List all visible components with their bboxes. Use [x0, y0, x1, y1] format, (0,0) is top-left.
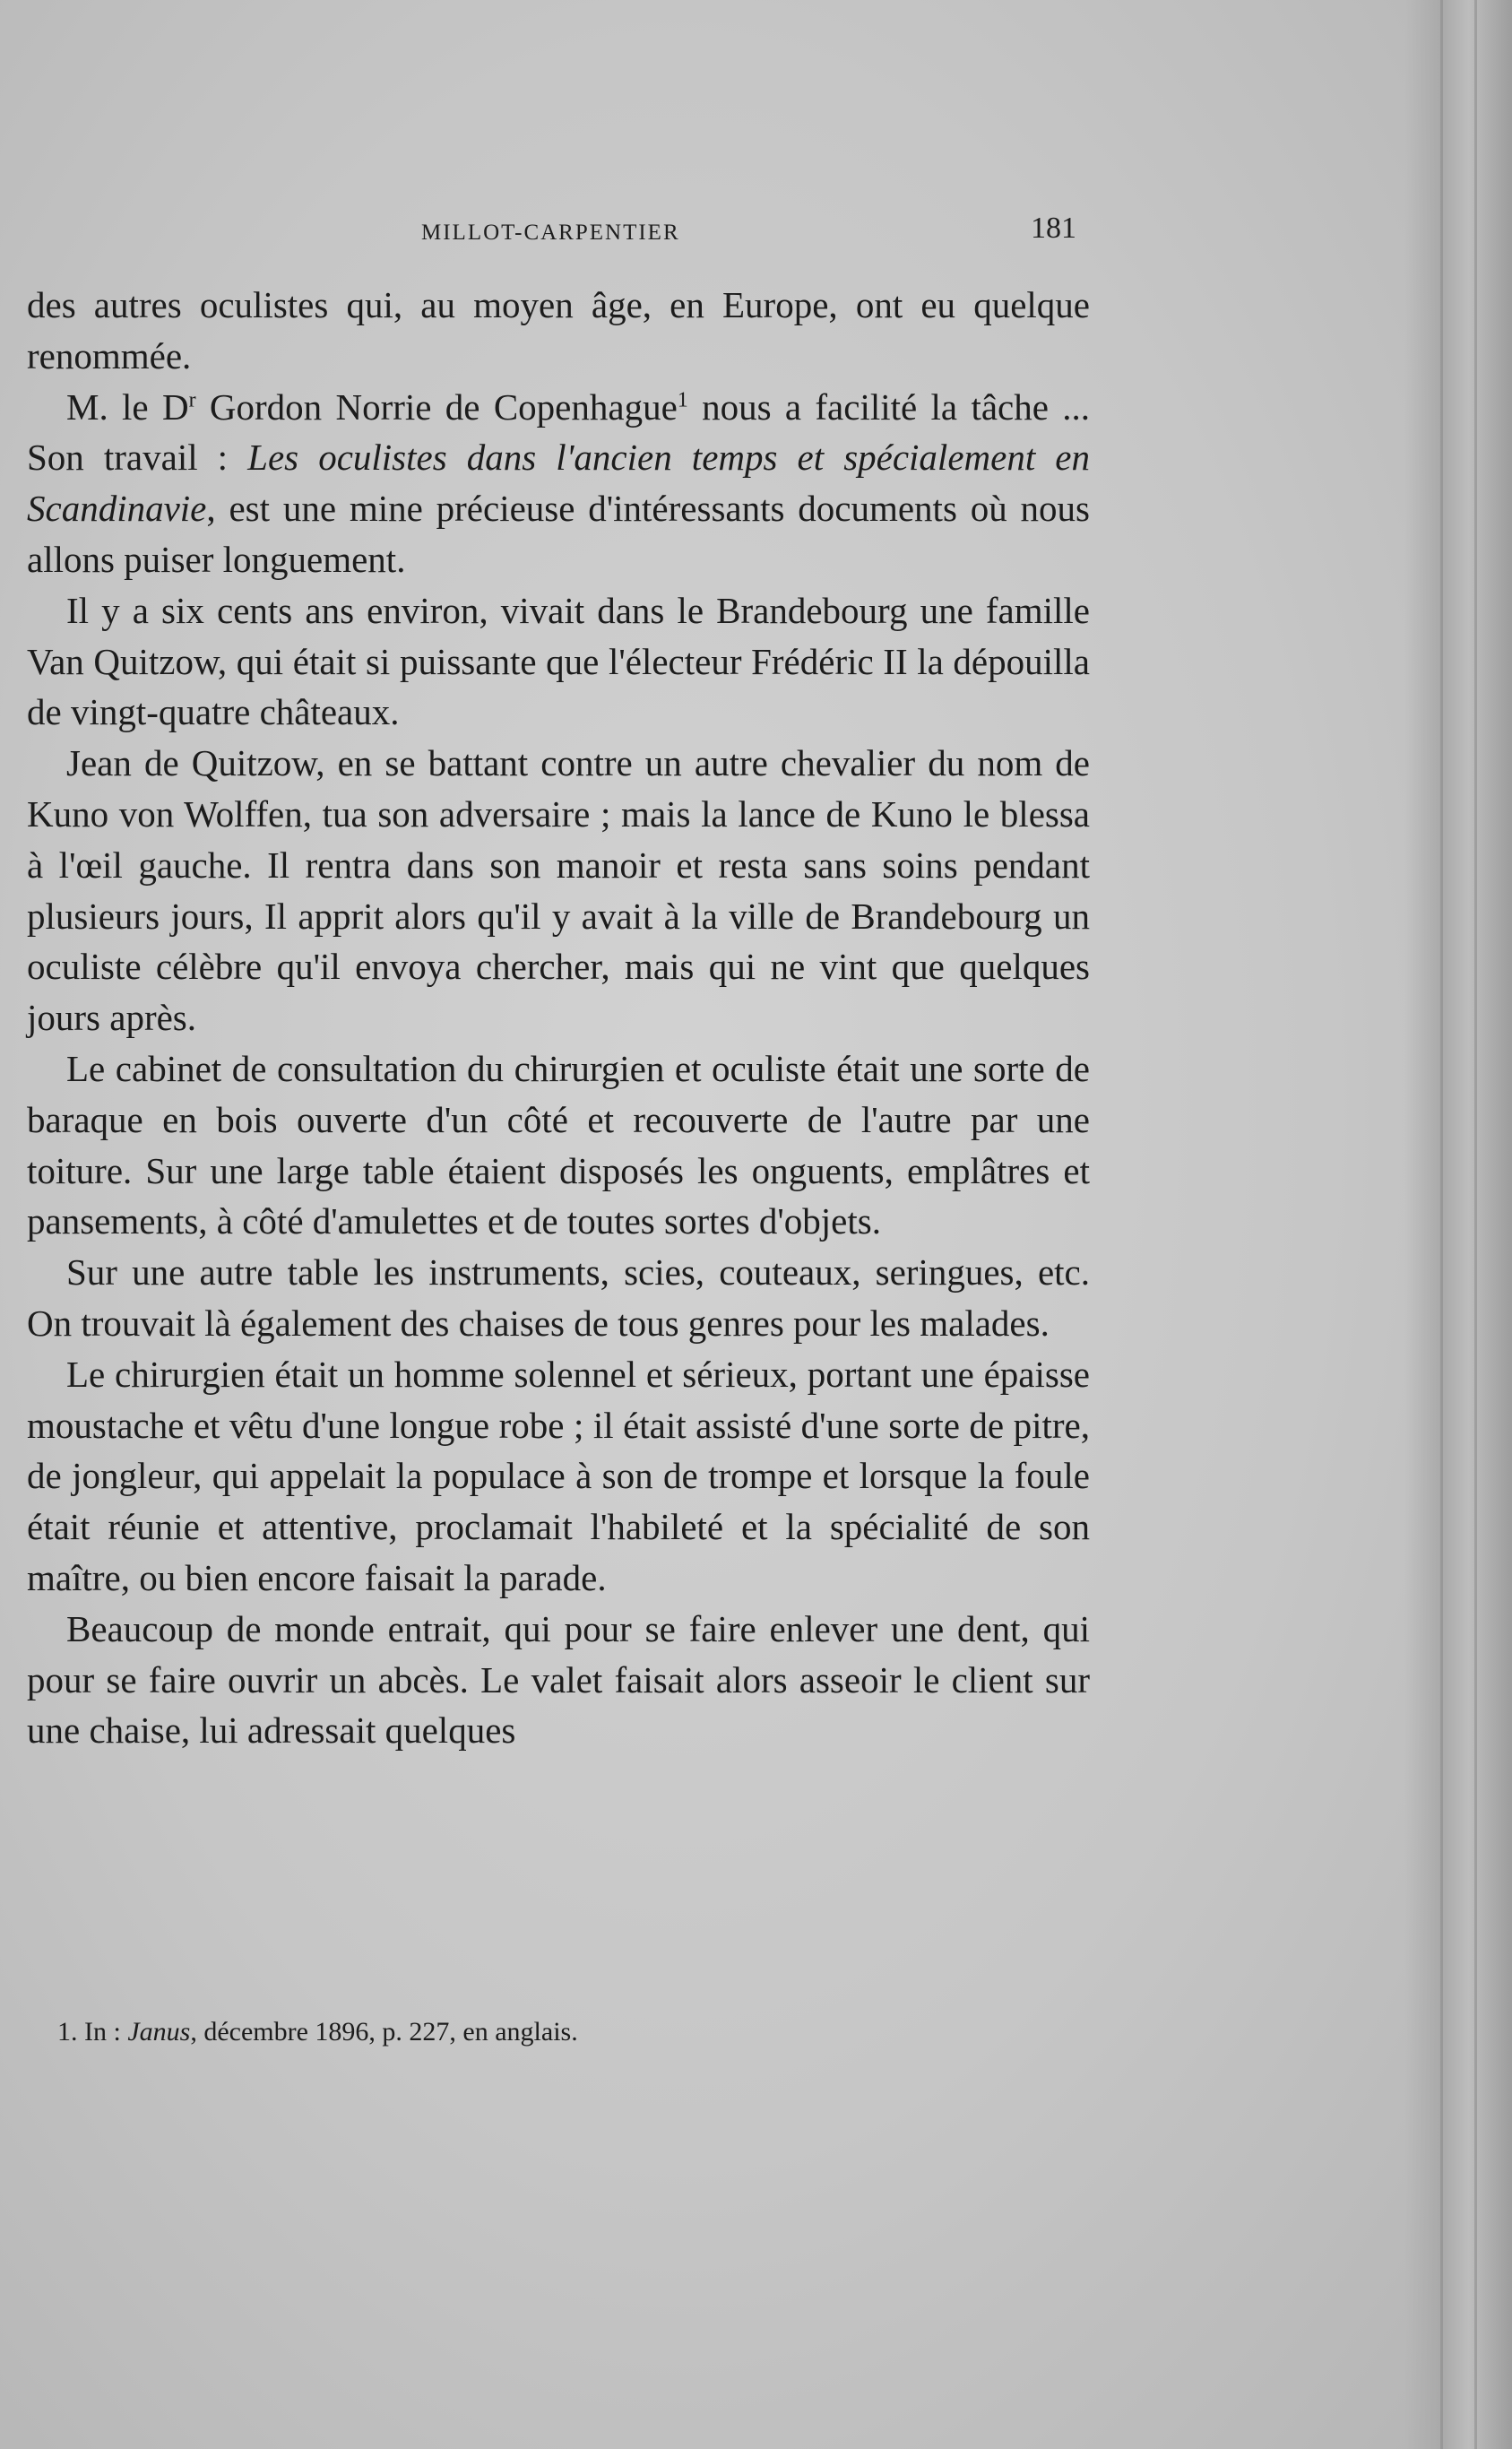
gutter-line: [1474, 0, 1477, 2449]
text-run: , est une mine précieuse d'intéressants documents où nous allons puiser longuement.: [27, 488, 1090, 580]
running-head: MILLOT-CARPENTIER: [421, 221, 680, 245]
page-gutter-shadow: [1404, 0, 1512, 2449]
work-title: Les oculistes dans l'ancien temps et spécialement en Scandinavie: [27, 437, 1090, 530]
paragraph: [27, 382, 1090, 585]
footnote-ref: 1: [677, 387, 688, 411]
footnote-number: 1.: [57, 2017, 78, 2047]
text-run: M. le D: [66, 385, 189, 428]
text-run: nous a facilité la tâche ... Son travail :: [27, 385, 1090, 479]
body-text: [27, 280, 1090, 1756]
text-run: , décembre 1896, p. 227, en anglais.: [190, 2017, 578, 2047]
journal-title: Janus: [127, 2017, 191, 2047]
paragraph: Il y a six cents ans environ, vivait dans le Brandebourg une famille Van Quitzow, qui était si puissante que l'électeur Frédéric II la dépouilla de vingt-quatre châteaux.: [27, 589, 1090, 733]
paragraph: Beaucoup de monde entrait, qui pour se faire enlever une dent, qui pour se faire ouvrir un abcès. Le valet faisait alors asseoir le client sur une chaise, lui adressait quelques: [27, 1607, 1090, 1752]
footnote: [57, 2017, 1043, 2047]
paragraph: Sur une autre table les instruments, scies, couteaux, seringues, etc. On trouvait là également des chaises de tous genres pour les malades.: [27, 1251, 1090, 1344]
gutter-line: [1440, 0, 1443, 2449]
page-number: 181: [1031, 212, 1076, 245]
paragraph: des autres oculistes qui, au moyen âge, en Europe, ont eu quelque renommée.: [27, 284, 1090, 376]
superscript: r: [188, 387, 196, 411]
paragraph: Jean de Quitzow, en se battant contre un autre chevalier du nom de Kuno von Wolffen, tua son adversaire ; mais la lance de Kuno le blessa à l'œil gauche. Il rentra dans son manoir et resta sans soins pendant plusieurs jours, Il apprit alors qu'il y avait à la ville de Brandebourg un oculiste célèbre qu'il envoya chercher, mais qui ne vint que quelques jours après.: [27, 742, 1090, 1039]
paragraph: Le chirurgien était un homme solennel et sérieux, portant une épaisse moustache et vêtu d'une longue robe ; il était assisté d'une sorte de pitre, de jongleur, qui appelait la populace à son de trompe et lorsque la foule était réunie et attentive, proclamait l'habileté et la spécialité de son maître, ou bien encore faisait la parade.: [27, 1353, 1090, 1598]
paragraph: Le cabinet de consultation du chirurgien et oculiste était une sorte de baraque en bois ouverte d'un côté et recouverte de l'autre par une toiture. Sur une large table étaient disposés les onguents, emplâtres et pansements, à côté d'amulettes et de toutes sortes d'objets.: [27, 1047, 1090, 1242]
text-run: In :: [77, 2017, 128, 2047]
text-run: Gordon Norrie de Copenhague: [195, 385, 678, 428]
